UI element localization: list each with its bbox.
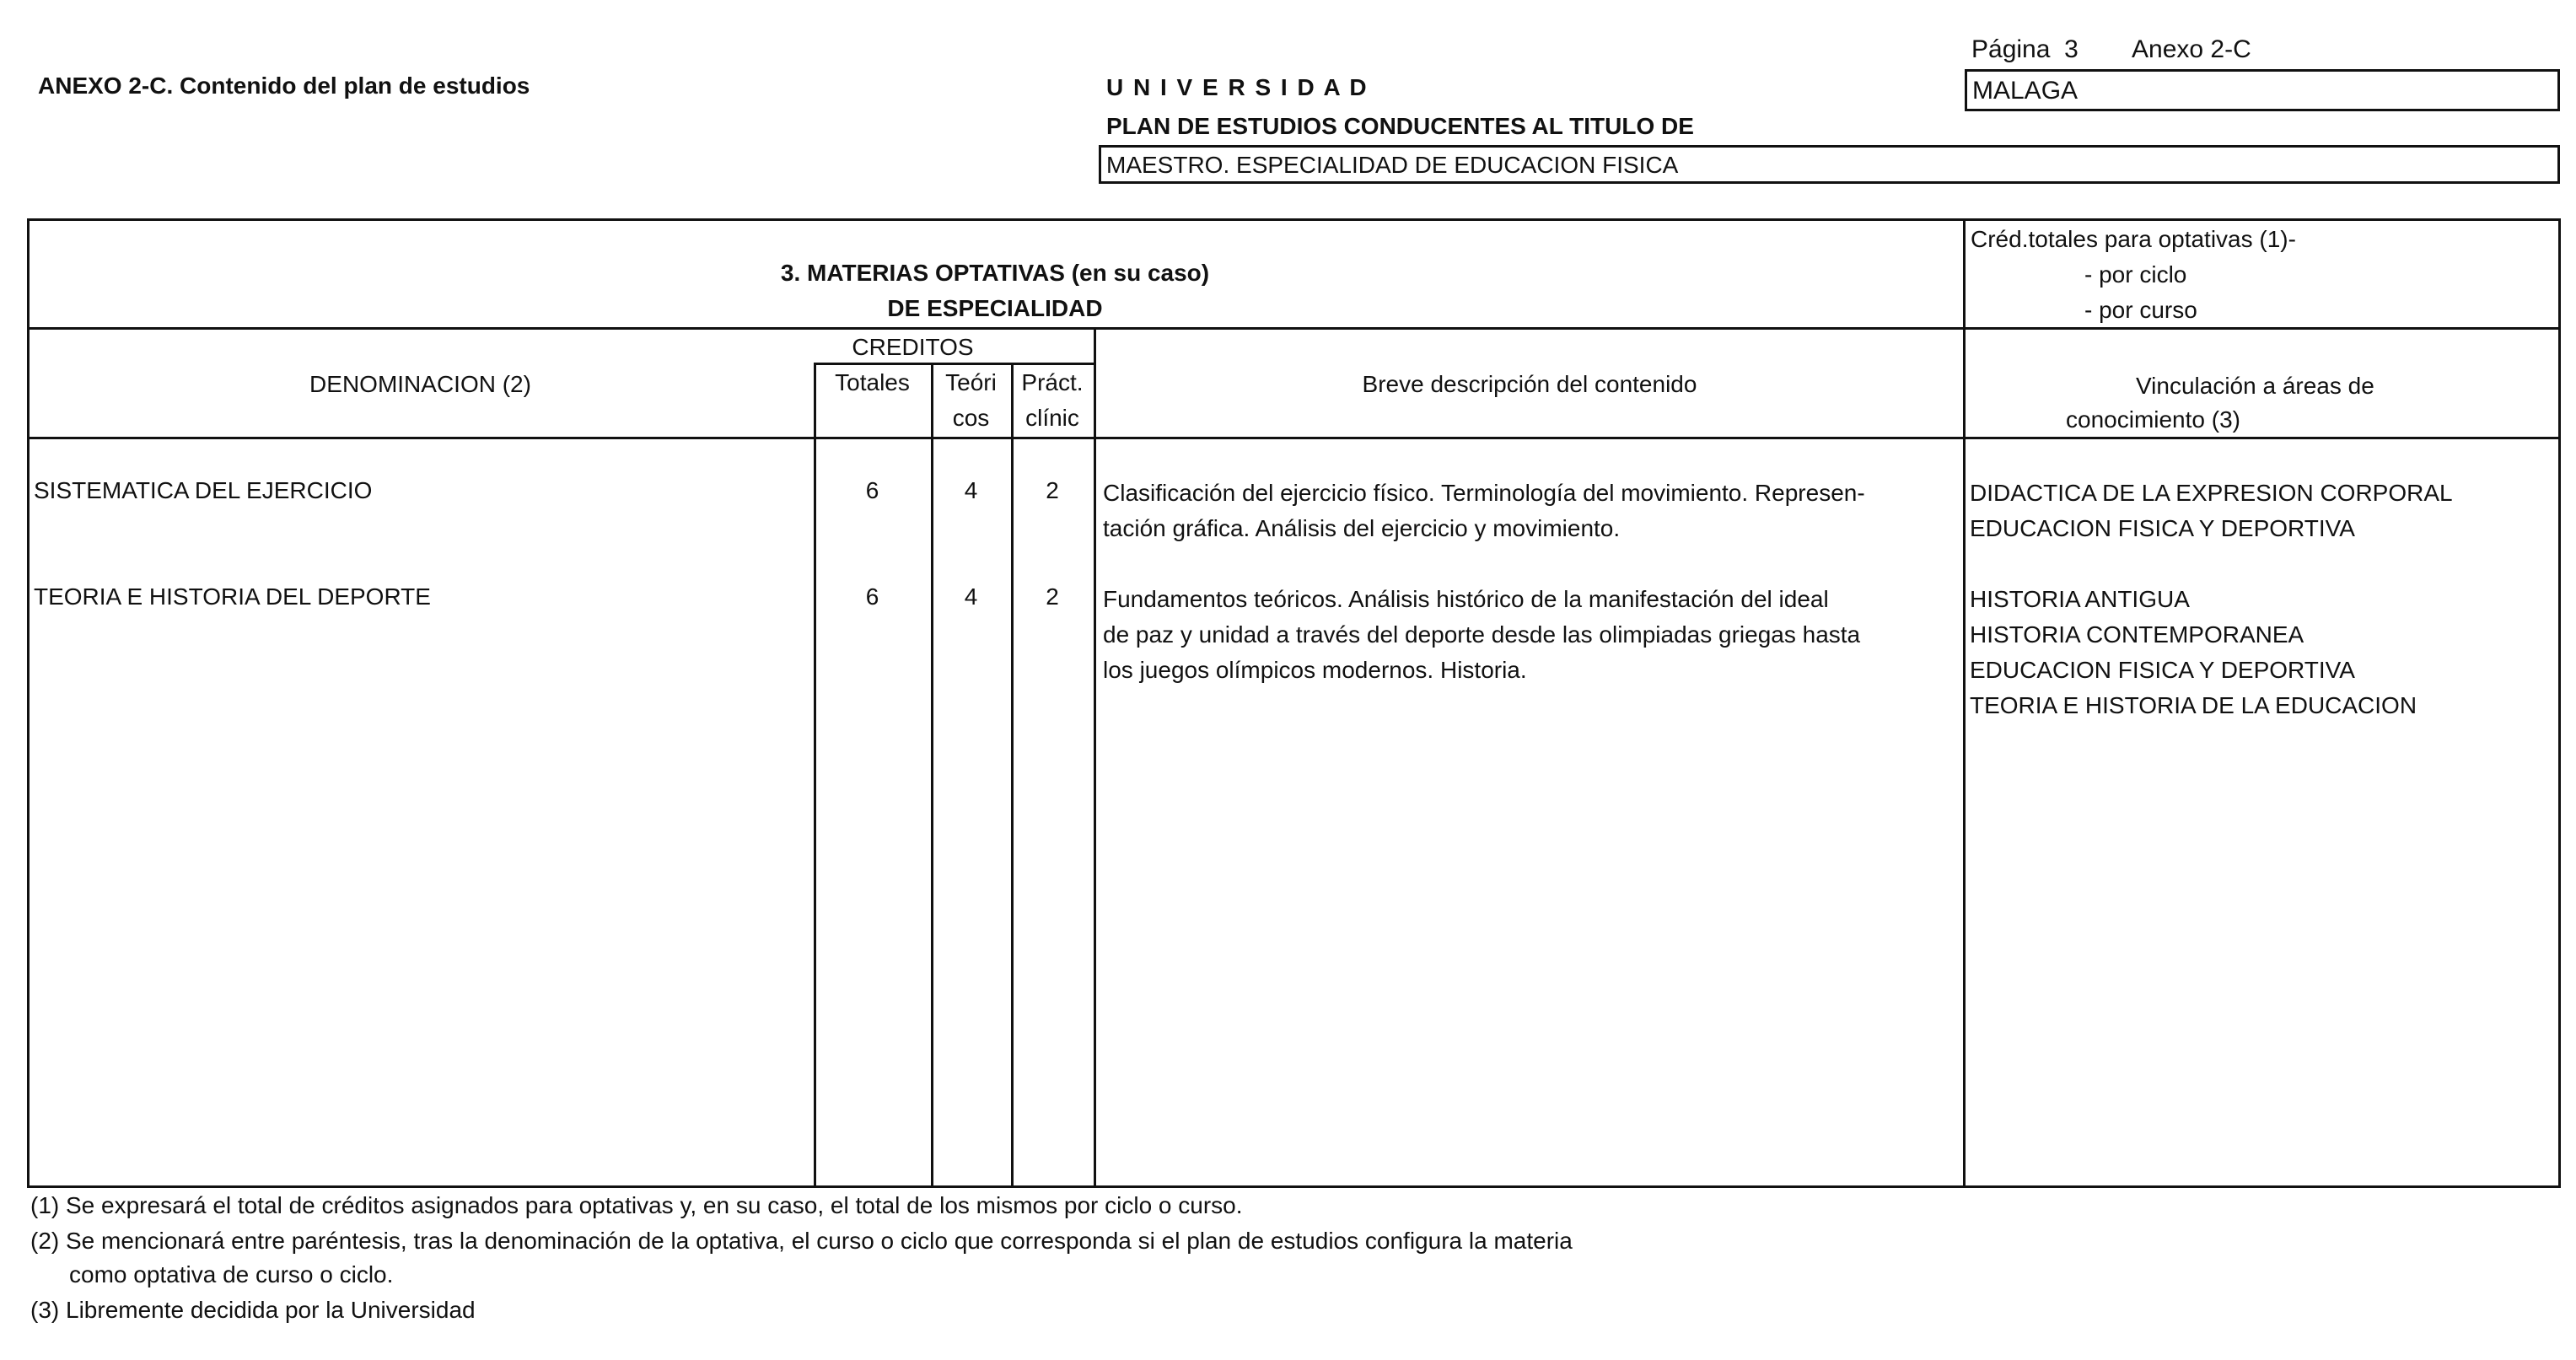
row-2-teoricos: 4 [964,583,978,610]
row-1-denominacion: SISTEMATICA DEL EJERCICIO [34,477,373,503]
col-line-descripcion [1094,327,1096,1188]
universidad-label: U N I V E R S I D A D [1106,74,1369,100]
row-1-descripcion-line-1: Clasificación del ejercicio físico. Terminología del movimiento. Represen- [1103,480,1865,506]
col-descripcion: Breve descripción del contenido [1362,371,1697,397]
page-number: 3 [2064,35,2079,63]
row-2-descripcion-line-1: Fundamentos teóricos. Análisis histórico de la manifestación del ideal [1103,586,1829,612]
col-vinculacion: Vinculación a áreas de [2136,373,2374,399]
footnote-2-cont: como optativa de curso o ciclo. [69,1261,394,1287]
universidad-value: MALAGA [1972,77,2079,105]
col-practicos-cont: clínic [1025,405,1079,431]
page-word: Página [1971,35,2051,63]
col-teoricos: Teóri [945,369,997,395]
col-teoricos-cont: cos [952,405,990,431]
plan-label: PLAN DE ESTUDIOS CONDUCENTES AL TITULO DE [1106,113,1694,139]
col-vinculacion-cont: conocimiento (3) [2066,406,2240,433]
col-creditos: CREDITOS [852,334,974,360]
section-subtitle: DE ESPECIALIDAD [887,295,1103,321]
row-2-area-2: HISTORIA CONTEMPORANEA [1970,621,2304,648]
row-2-area-1: HISTORIA ANTIGUA [1970,586,2190,612]
row-2-area-3: EDUCACION FISICA Y DEPORTIVA [1970,657,2355,683]
row-2-area-4: TEORIA E HISTORIA DE LA EDUCACION [1970,692,2417,718]
row-1-areas [1970,476,2453,546]
row-2-totales: 6 [865,583,879,610]
row-1-area-2: EDUCACION FISICA Y DEPORTIVA [1970,515,2355,541]
row-1-descripcion-line-2: tación gráfica. Análisis del ejercicio y movimiento. [1103,515,1621,541]
row-2-descripcion-line-3: los juegos olímpicos modernos. Historia. [1103,657,1527,683]
table-divider [27,327,2561,330]
row-2-areas [1970,582,2417,723]
row-1-descripcion [1103,476,1865,546]
titulo-field [1099,145,2560,184]
cred-por-curso: - por curso [2084,297,2197,323]
row-1-totales: 6 [865,477,879,503]
col-practicos: Práct. [1021,369,1084,395]
col-line-areas [1963,218,1966,1188]
footnote-2: (2) Se mencionará entre paréntesis, tras la denominación de la optativa, el curso o ciclo que corresponda si el plan de estudios configura la materia [30,1228,1573,1254]
page-label [1971,35,2079,64]
titulo-value: MAESTRO. ESPECIALIDAD DE EDUCACION FISICA [1106,152,1679,178]
row-1-teoricos: 4 [964,477,978,503]
header-divider [27,437,2561,439]
annex-title: ANEXO 2-C. Contenido del plan de estudios [38,73,530,99]
row-1-area-1: DIDACTICA DE LA EXPRESION CORPORAL [1970,480,2453,506]
row-2-descripcion [1103,582,1860,688]
cred-totales-label: Créd.totales para optativas (1)- [1971,226,2296,252]
row-2-denominacion: TEORIA E HISTORIA DEL DEPORTE [34,583,431,610]
annex-ref: Anexo 2-C [2132,35,2251,63]
creditos-divider [814,363,1096,365]
row-2-descripcion-line-2: de paz y unidad a través del deporte desde las olimpiadas griegas hasta [1103,621,1861,648]
col-totales: Totales [835,369,910,395]
section-title: 3. MATERIAS OPTATIVAS (en su caso) [780,260,1210,286]
universidad-field [1965,69,2560,111]
footnote-1: (1) Se expresará el total de créditos asignados para optativas y, en su caso, el total de los mismos por ciclo o curso. [30,1192,1243,1218]
row-1-practicos: 2 [1046,477,1059,503]
col-denominacion: DENOMINACION (2) [309,371,531,397]
footnote-3: (3) Libremente decidida por la Universidad [30,1297,476,1323]
row-2-practicos: 2 [1046,583,1059,610]
cred-por-ciclo: - por ciclo [2084,261,2187,288]
